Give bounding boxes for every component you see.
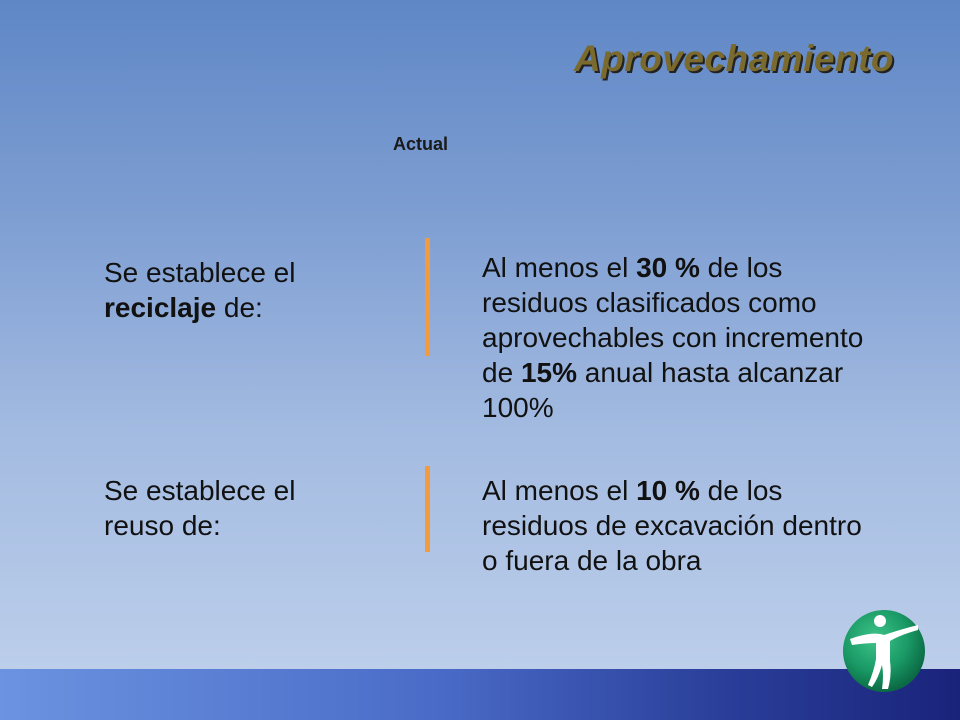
row2-left-text: [104, 473, 354, 543]
row1-right-p1: Al menos el: [482, 252, 637, 283]
row2-right-text: [482, 473, 882, 578]
row1-left-text: [104, 255, 354, 325]
row1-divider: [425, 238, 430, 356]
row2-right-p1: Al menos el: [482, 475, 637, 506]
row2-right-p2: de los residuos de excavación dentro o fuera de la obra: [482, 475, 862, 576]
row2-divider: [425, 466, 430, 552]
row1-right-text: [482, 250, 882, 425]
row1-left-line1: Se establece el: [104, 257, 296, 288]
slide-subtitle: Actual: [393, 134, 449, 154]
row1-right-b2: 15%: [520, 357, 577, 388]
row2-left-line1: Se establece el: [104, 475, 296, 506]
row1-left-rest: de:: [216, 292, 263, 323]
row1-right-p2: de los residuos clasificados como aprovechables con incremento de: [482, 252, 864, 388]
footer-bar: [0, 669, 960, 720]
row1-left-bold: reciclaje: [104, 292, 217, 323]
row1-right-b1: 30 %: [636, 252, 700, 283]
row2-left-line2: reuso de:: [104, 510, 221, 541]
slide-title: Aprovechamiento: [573, 38, 894, 79]
row2-right-b1: 10 %: [636, 475, 700, 506]
row1-right-p3: anual hasta alcanzar 100%: [482, 357, 844, 423]
human-figure-logo-icon: [842, 609, 926, 693]
